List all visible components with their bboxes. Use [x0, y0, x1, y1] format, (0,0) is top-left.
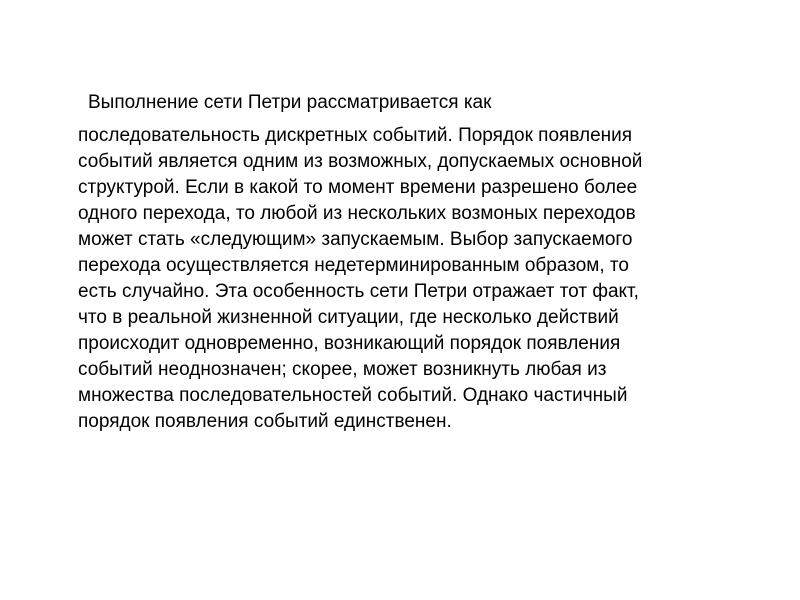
paragraph-line: последовательность дискретных событий. Порядок появления	[78, 125, 633, 146]
paragraph-line: может стать «следующим» запускаемым. Выбор запускаемого	[78, 229, 633, 250]
paragraph-line: множества последовательностей событий. Однако частичный	[78, 385, 628, 406]
paragraph-line: перехода осуществляется недетерминированным образом, то	[78, 255, 629, 276]
body-paragraph	[78, 90, 758, 435]
paragraph-line: что в реальной жизненной ситуации, где несколько действий	[78, 307, 619, 328]
paragraph-line: есть случайно. Эта особенность сети Петри отражает тот факт,	[78, 281, 639, 302]
paragraph-line: событий является одним из возможных, допускаемых основной	[78, 151, 643, 172]
paragraph-line: событий неоднозначен; скорее, может возникнуть любая из	[78, 359, 607, 380]
paragraph-line: структурой. Если в какой то момент времени разрешено более	[78, 177, 638, 198]
paragraph-line: одного перехода, то любой из нескольких возмоных переходов	[78, 203, 636, 224]
paragraph-line: происходит одновременно, возникающий порядок появления	[78, 333, 621, 354]
paragraph-line: Выполнение сети Петри рассматривается как	[88, 92, 492, 113]
paragraph-line: порядок появления событий единственен.	[78, 411, 452, 432]
